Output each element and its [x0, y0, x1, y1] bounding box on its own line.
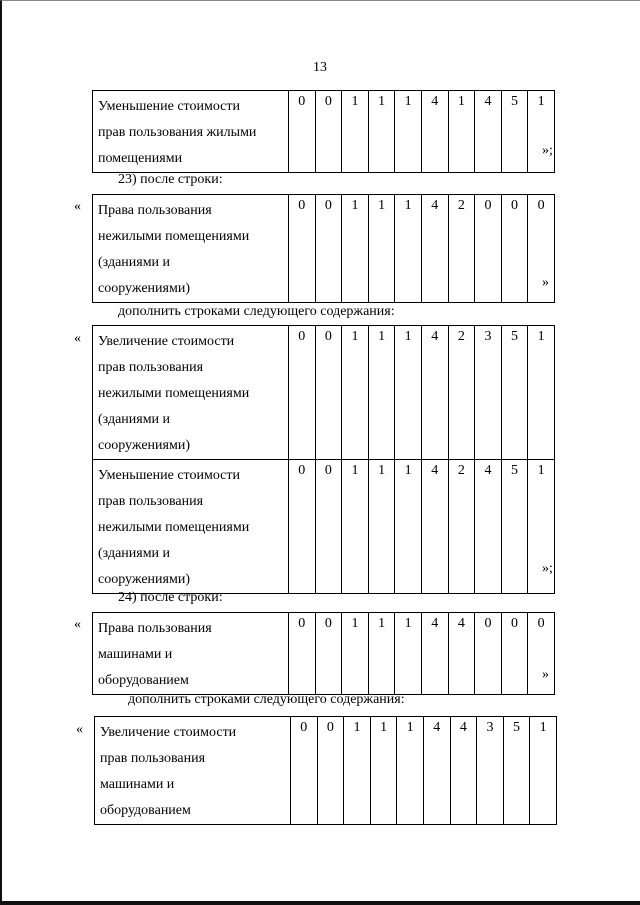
opening-quote: «: [74, 199, 81, 214]
instruction-text: дополнить строками следующего содержания:: [128, 692, 405, 707]
code-digit: 0: [289, 460, 316, 594]
code-digit: 1: [528, 460, 555, 594]
code-digit: 4: [421, 326, 448, 460]
code-digit: 0: [315, 613, 342, 695]
code-digit: 4: [421, 91, 448, 173]
code-digit: 4: [421, 195, 448, 303]
code-digit: 1: [395, 195, 422, 303]
code-digit: 5: [503, 717, 530, 825]
code-digit: 1: [530, 717, 557, 825]
row-label: Уменьшение стоимости прав пользования жилыми помещениями: [93, 91, 289, 173]
table-row: [93, 195, 555, 303]
code-digit: 5: [501, 91, 528, 173]
code-digit: 1: [342, 195, 369, 303]
table-row: [93, 91, 555, 173]
code-digit: 1: [368, 195, 395, 303]
code-digit: 1: [368, 613, 395, 695]
code-digit: 0: [501, 613, 528, 695]
row-label: Уменьшение стоимости прав пользования нежилыми помещениями (зданиями и сооружениями): [93, 460, 289, 594]
code-table: [92, 325, 555, 594]
code-digit: 0: [289, 195, 316, 303]
code-digit: 0: [317, 717, 344, 825]
code-digit: 0: [291, 717, 318, 825]
code-digit: 5: [501, 460, 528, 594]
code-digit: 3: [477, 717, 504, 825]
row-label: Увеличение стоимости прав пользования машинами и оборудованием: [95, 717, 291, 825]
instruction-text: 23) после строки:: [118, 172, 223, 187]
code-digit: 1: [395, 91, 422, 173]
closing-quote: »: [542, 275, 549, 290]
page-number: 13: [313, 60, 327, 75]
code-digit: 5: [501, 326, 528, 460]
code-digit: 0: [475, 613, 502, 695]
code-digit: 1: [342, 460, 369, 594]
table-row: [93, 326, 555, 460]
table-row: [93, 613, 555, 695]
code-digit: 1: [370, 717, 397, 825]
instruction-text: 24) после строки:: [118, 590, 223, 605]
code-digit: 1: [344, 717, 371, 825]
code-digit: 3: [475, 326, 502, 460]
code-digit: 4: [423, 717, 450, 825]
code-digit: 1: [342, 613, 369, 695]
code-table: [92, 194, 555, 303]
code-digit: 4: [421, 613, 448, 695]
row-label: Права пользования нежилыми помещениями (зданиями и сооружениями): [93, 195, 289, 303]
code-digit: 2: [448, 460, 475, 594]
opening-quote: «: [74, 331, 81, 346]
code-digit: 1: [368, 326, 395, 460]
code-digit: 1: [448, 91, 475, 173]
code-digit: 0: [528, 613, 555, 695]
code-digit: 0: [315, 195, 342, 303]
code-table: [92, 612, 555, 695]
code-digit: 1: [368, 460, 395, 594]
opening-quote: «: [76, 722, 83, 737]
code-digit: 4: [450, 717, 477, 825]
row-label: Права пользования машинами и оборудованием: [93, 613, 289, 695]
closing-quote: »: [542, 667, 549, 682]
code-digit: 1: [342, 91, 369, 173]
code-digit: 0: [289, 91, 316, 173]
code-digit: 0: [315, 91, 342, 173]
code-digit: 0: [528, 195, 555, 303]
opening-quote: «: [74, 617, 81, 632]
closing-quote: »;: [542, 143, 553, 158]
table-row: [93, 460, 555, 594]
code-digit: 4: [448, 613, 475, 695]
closing-quote: »;: [542, 561, 553, 576]
code-digit: 4: [421, 460, 448, 594]
code-digit: 0: [475, 195, 502, 303]
code-digit: 0: [289, 326, 316, 460]
code-digit: 0: [315, 326, 342, 460]
code-digit: 1: [528, 326, 555, 460]
code-digit: 1: [395, 460, 422, 594]
code-digit: 1: [397, 717, 424, 825]
code-digit: 1: [368, 91, 395, 173]
code-digit: 0: [315, 460, 342, 594]
code-digit: 0: [501, 195, 528, 303]
code-digit: 1: [342, 326, 369, 460]
code-table: [92, 90, 555, 173]
code-digit: 1: [395, 613, 422, 695]
code-digit: 4: [475, 91, 502, 173]
code-digit: 0: [289, 613, 316, 695]
code-digit: 2: [448, 195, 475, 303]
table-row: [95, 717, 557, 825]
code-table: [94, 716, 557, 825]
code-digit: 1: [395, 326, 422, 460]
code-digit: 4: [475, 460, 502, 594]
row-label: Увеличение стоимости прав пользования нежилыми помещениями (зданиями и сооружениями): [93, 326, 289, 460]
instruction-text: дополнить строками следующего содержания:: [118, 304, 395, 319]
code-digit: 1: [528, 91, 555, 173]
code-digit: 2: [448, 326, 475, 460]
